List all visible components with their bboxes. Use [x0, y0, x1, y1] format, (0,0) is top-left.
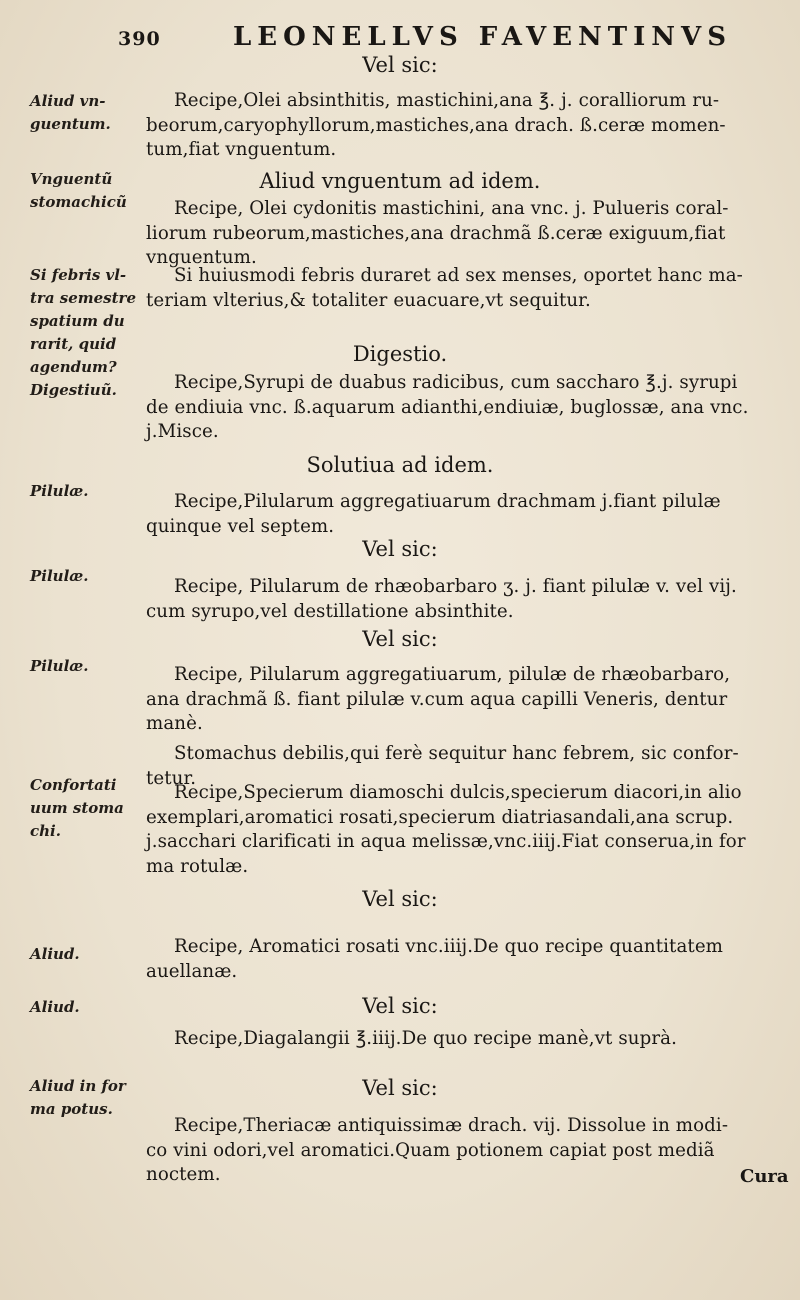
catchword: Cura [740, 1166, 789, 1187]
text-line: liorum rubeorum,mastiches,ana drachmã ß.ceræ exiguum,fiat [146, 222, 726, 244]
margin-note: Aliud vn- [30, 92, 106, 110]
margin-note: Aliud. [30, 998, 80, 1016]
margin-note: tra semestre [30, 289, 136, 307]
text-line: Recipe,Specierum diamoschi dulcis,specierum diacori,in alio [174, 782, 742, 803]
section-heading: Vel sic: [362, 887, 438, 911]
text-line: manè. [146, 713, 203, 734]
text-line: Recipe, Aromatici rosati vnc.iiij.De quo recipe quantitatem [174, 936, 724, 957]
running-head: LEONELLVS FAVENTINVS [233, 22, 733, 52]
text-line: beorum,caryophyllorum,mastiches,ana drach. ß.ceræ momen- [146, 114, 726, 136]
margin-note: Pilulæ. [30, 482, 89, 500]
text-line: de endiuia vnc. ß.aquarum adianthi,endiuiæ, buglossæ, ana vnc. [146, 396, 749, 418]
text-line: j.Misce. [146, 421, 219, 442]
section-heading: Vel sic: [362, 53, 438, 77]
text-line: auellanæ. [146, 960, 238, 982]
text-line: tetur. [146, 767, 197, 789]
section-heading: Vel sic: [362, 627, 438, 651]
text-line: j.sacchari clarificati in aqua melissæ,vnc.iiij.Fiat conserua,in for [146, 831, 746, 852]
text-line: Recipe, Pilularum de rhæobarbaro ʒ. j. fiant pilulæ v. vel vij. [174, 576, 737, 597]
text-line: Si huiusmodi febris duraret ad sex menses, oportet hanc ma- [174, 265, 743, 286]
text-line: tum,fiat vnguentum. [146, 139, 337, 160]
text-line: quinque vel septem. [146, 515, 335, 537]
text-line: Recipe, Olei cydonitis mastichini, ana vnc. j. Pulueris coral- [174, 198, 729, 219]
section-heading: Vel sic: [362, 537, 438, 561]
section-heading: Solutiua ad idem. [306, 453, 494, 477]
margin-note: agendum? [30, 358, 117, 376]
margin-note: spatium du [30, 312, 125, 330]
margin-note: Pilulæ. [30, 657, 89, 675]
margin-note: Confortati [30, 776, 117, 794]
margin-note: ma potus. [30, 1100, 113, 1118]
text-line: co vini odori,vel aromatici.Quam potionem capiat post mediã [146, 1139, 715, 1161]
margin-note: Digestiuũ. [30, 381, 117, 399]
section-heading: Aliud vnguentum ad idem. [259, 169, 541, 193]
margin-note: Aliud in for [30, 1077, 126, 1095]
section-heading: Digestio. [352, 342, 448, 366]
margin-note: Vnguentũ [30, 170, 113, 188]
text-line: teriam vlterius,& totaliter euacuare,vt sequitur. [146, 289, 591, 311]
text-line: Recipe,Pilularum aggregatiuarum drachmam j.fiant pilulæ [174, 491, 721, 512]
page-number: 390 [118, 28, 161, 50]
margin-note: Si febris vl- [30, 266, 127, 284]
text-line: Recipe,Diagalangii ℥.iiij.De quo recipe manè,vt suprà. [174, 1028, 677, 1049]
margin-note: uum stoma [30, 799, 124, 817]
text-line: vnguentum. [146, 247, 257, 268]
text-line: Recipe,Syrupi de duabus radicibus, cum saccharo ℥.j. syrupi [174, 372, 738, 393]
text-line: exemplari,aromatici rosati,specierum diatriasandali,ana scrup. [146, 806, 734, 828]
text-line: ma rotulæ. [146, 855, 249, 877]
margin-note: rarit, quid [30, 335, 117, 353]
text-line: ana drachmã ß. fiant pilulæ v.cum aqua capilli Veneris, dentur [146, 688, 728, 710]
text-line: Recipe, Pilularum aggregatiuarum, pilulæ de rhæobarbaro, [174, 664, 731, 685]
section-heading: Vel sic: [362, 994, 438, 1018]
text-line: noctem. [146, 1164, 221, 1185]
margin-note: chi. [30, 822, 61, 840]
text-line: cum syrupo,vel destillatione absinthite. [146, 600, 514, 622]
text-line: Recipe,Olei absinthitis, mastichini,ana ℥. j. coralliorum ru- [174, 90, 720, 111]
section-heading: Vel sic: [362, 1076, 438, 1100]
text-line: Stomachus debilis,qui ferè sequitur hanc febrem, sic confor- [174, 743, 739, 764]
margin-note: Aliud. [30, 945, 80, 963]
margin-note: Pilulæ. [30, 567, 89, 585]
margin-note: stomachicũ [30, 193, 127, 211]
margin-note: guentum. [30, 115, 111, 133]
text-line: Recipe,Theriacæ antiquissimæ drach. vij. Dissolue in modi- [174, 1115, 729, 1136]
